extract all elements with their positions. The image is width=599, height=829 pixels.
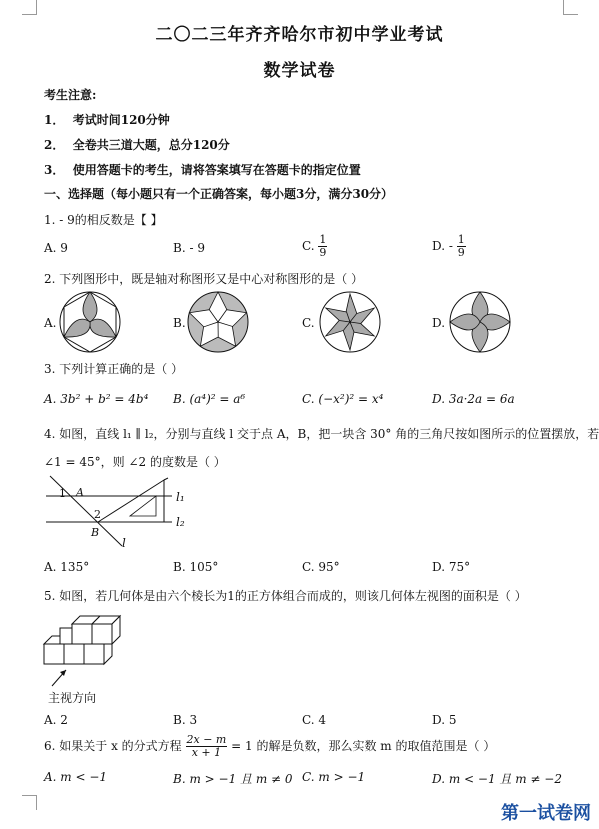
q3-stem: 3. 下列计算正确的是（ ）	[44, 362, 184, 376]
q2-figure-c	[318, 290, 382, 354]
q6-option-b: B. m > −1 且 m ≠ 0	[173, 772, 293, 786]
q4-label-B: B	[91, 526, 100, 539]
q6-option-a: A. m < −1	[44, 770, 108, 784]
q5-option-d: D. 5	[432, 713, 457, 727]
q4-option-d: D. 75°	[432, 560, 471, 574]
q4-label-l1: l₁	[176, 490, 185, 504]
crop-mark-top-right	[563, 0, 578, 15]
q1-stem: 1. - 9的相反数是【 】	[44, 213, 163, 227]
q4-label-l: l	[122, 536, 126, 550]
notice-item-3: 3． 使用答题卡的考生，请将答案填写在答题卡的指定位置	[44, 163, 361, 177]
q2-option-b: B.	[173, 316, 186, 330]
notice-item-1: 1． 考试时间120分钟	[44, 113, 170, 127]
notice-item-2: 2． 全卷共三道大题，总分120分	[44, 138, 230, 152]
q1-c-fraction: $\frac{1}{9}$	[319, 233, 327, 259]
q5-option-c: C. 4	[302, 713, 327, 727]
q5-stem: 5. 如图，若几何体是由六个棱长为1的正方体组合而成的，则该几何体左视图的面积是（ ）	[44, 589, 527, 603]
crop-mark-bottom-left	[22, 795, 37, 810]
q2-option-c: C.	[302, 316, 315, 330]
q6-stem: 6. 如果关于 x 的分式方程 $\frac{2x - m}{x + 1}$ = 1 的解是负数，那么实数 m 的取值范围是（ ）	[44, 733, 496, 759]
q1-option-d: D. - $\frac{1}{9}$	[432, 233, 465, 259]
q5-option-a: A. 2	[44, 713, 68, 727]
q4-figure	[40, 474, 200, 554]
q4-stem-line2: ∠1 = 45°，则 ∠2 的度数是（ ）	[44, 455, 226, 469]
q1-option-b: B. - 9	[173, 241, 205, 255]
q5-option-b: B. 3	[173, 713, 198, 727]
notice-heading: 考生注意:	[44, 88, 97, 102]
crop-mark-top-left	[22, 0, 37, 15]
watermark-logo: 第一试卷网	[501, 803, 591, 824]
q6-option-c: C. m > −1	[302, 770, 366, 784]
q5-cube-figure	[40, 608, 140, 698]
q3-option-d: D. 3a·2a = 6a	[432, 392, 515, 406]
q2-figure-a	[58, 290, 122, 354]
q2-stem: 2. 下列图形中，既是轴对称图形又是中心对称图形的是（ ）	[44, 272, 364, 286]
q4-option-c: C. 95°	[302, 560, 340, 574]
q4-stem-line1: 4. 如图，直线 l₁ ∥ l₂，分别与直线 l 交于点 A，B，把一块含 30° 角的三角尺按如图所示的位置摆放，若	[44, 427, 599, 441]
q4-option-b: B. 105°	[173, 560, 219, 574]
q2-option-d: D.	[432, 316, 446, 330]
q1-option-a: A. 9	[44, 241, 68, 255]
q6-fraction: $\frac{2x - m}{x + 1}$	[186, 733, 227, 759]
q1-option-c: C. $\frac{1}{9}$	[302, 233, 327, 259]
q3-option-a: A. 3b² + b² = 4b⁴	[44, 392, 149, 406]
q4-label-1: 1	[59, 487, 66, 500]
exam-title: 二〇二三年齐齐哈尔市初中学业考试	[155, 25, 444, 45]
q3-option-c: C. (−x²)² = x⁴	[302, 392, 384, 406]
q4-label-2: 2	[94, 508, 101, 521]
q2-figure-d	[448, 290, 512, 354]
exam-subtitle: 数学试卷	[263, 61, 336, 81]
q3-option-b: B. (a⁴)² = a⁶	[173, 392, 246, 406]
q5-direction-label: 主视方向	[48, 691, 97, 705]
q2-figure-b	[186, 290, 250, 354]
q1-d-fraction: $\frac{1}{9}$	[457, 233, 465, 259]
q4-label-A: A	[76, 486, 84, 499]
q4-option-a: A. 135°	[44, 560, 90, 574]
q2-option-a: A.	[44, 316, 57, 330]
q6-option-d: D. m < −1 且 m ≠ −2	[432, 772, 562, 786]
section-heading: 一、选择题（每小题只有一个正确答案，每小题3分，满分30分）	[44, 187, 394, 201]
q4-label-l2: l₂	[176, 515, 185, 529]
